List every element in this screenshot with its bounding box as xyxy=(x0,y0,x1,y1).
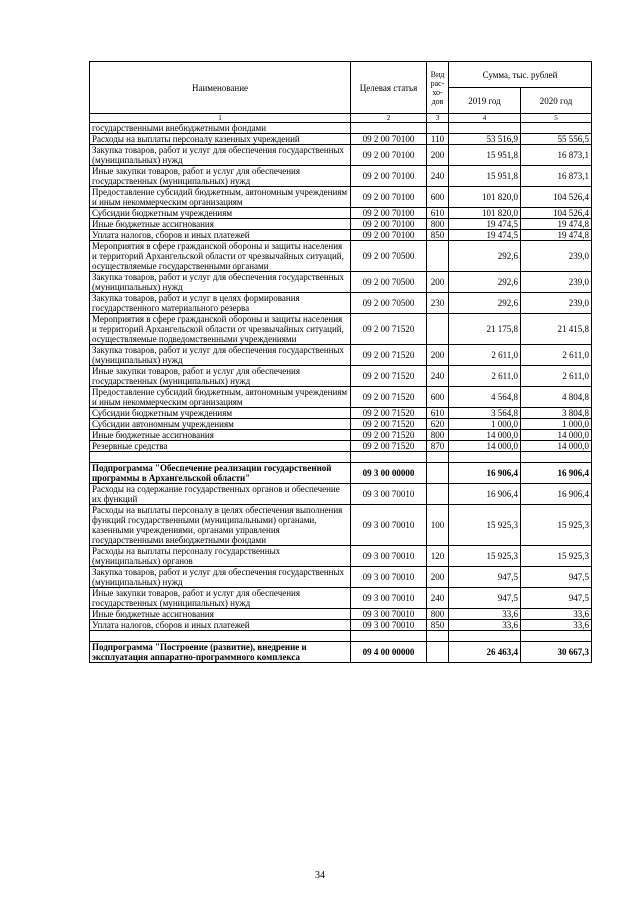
budget-table xyxy=(89,61,592,663)
row-sum-2019: 19 474,5 xyxy=(449,219,521,230)
row-target-code: 09 2 00 71520 xyxy=(351,314,427,345)
row-name: Иные закупки товаров, работ и услуг для обеспечения государственных (муниципальных) нужд xyxy=(90,166,351,187)
row-name: Субсидии автономным учреждениям xyxy=(90,419,351,430)
row-expense-kind xyxy=(427,314,449,345)
table-body xyxy=(90,123,592,663)
row-target-code: 09 2 00 70500 xyxy=(351,272,427,293)
row-name: Расходы на выплаты персоналу казенных учреждений xyxy=(90,134,351,145)
row-target-code: 09 3 00 70010 xyxy=(351,588,427,609)
table-row xyxy=(90,293,592,314)
row-sum-2019: 2 611,0 xyxy=(449,345,521,366)
row-sum-2019: 15 925,3 xyxy=(449,546,521,567)
row-expense-kind: 870 xyxy=(427,441,449,452)
table-row xyxy=(90,272,592,293)
row-target-code: 09 3 00 70010 xyxy=(351,567,427,588)
table-row xyxy=(90,208,592,219)
row-sum-2019 xyxy=(449,452,521,463)
row-target-code: 09 2 00 70100 xyxy=(351,187,427,208)
row-target-code: 09 2 00 70100 xyxy=(351,145,427,166)
row-sum-2019: 33,6 xyxy=(449,620,521,631)
row-sum-2020: 55 556,5 xyxy=(521,134,592,145)
row-sum-2020: 19 474,8 xyxy=(521,219,592,230)
row-sum-2020: 947,5 xyxy=(521,567,592,588)
row-name xyxy=(90,452,351,463)
row-name: Закупка товаров, работ и услуг для обеспечения государственных (муниципальных) нужд xyxy=(90,567,351,588)
row-sum-2019: 292,6 xyxy=(449,241,521,272)
row-expense-kind: 240 xyxy=(427,366,449,387)
row-expense-kind: 600 xyxy=(427,387,449,408)
row-expense-kind: 800 xyxy=(427,609,449,620)
table-row xyxy=(90,345,592,366)
row-sum-2019: 3 564,8 xyxy=(449,408,521,419)
row-target-code: 09 2 00 71520 xyxy=(351,419,427,430)
row-target-code: 09 3 00 70010 xyxy=(351,620,427,631)
row-target-code: 09 4 00 00000 xyxy=(351,642,427,663)
row-target-code: 09 3 00 70010 xyxy=(351,546,427,567)
header-index: 5 xyxy=(521,114,592,123)
row-sum-2019: 19 474,5 xyxy=(449,230,521,241)
row-sum-2020: 16 873,1 xyxy=(521,166,592,187)
row-target-code xyxy=(351,631,427,642)
row-expense-kind xyxy=(427,631,449,642)
row-sum-2020: 947,5 xyxy=(521,588,592,609)
row-target-code: 09 2 00 71520 xyxy=(351,441,427,452)
row-sum-2020: 104 526,4 xyxy=(521,187,592,208)
row-expense-kind: 800 xyxy=(427,430,449,441)
header-kind: Вид рас-хо-дов xyxy=(427,62,449,114)
row-target-code: 09 2 00 71520 xyxy=(351,408,427,419)
row-name: Предоставление субсидий бюджетным, автономным учреждениям и иным некоммерческим организациям xyxy=(90,187,351,208)
row-name: Мероприятия в сфере гражданской обороны и защиты населения и территорий Архангельской области от чрезвычайных ситуаций, осуществляемые подведомственными учреждениями xyxy=(90,314,351,345)
table-row xyxy=(90,484,592,505)
row-target-code: 09 2 00 71520 xyxy=(351,366,427,387)
row-sum-2020: 1 000,0 xyxy=(521,419,592,430)
row-name: Субсидии бюджетным учреждениям xyxy=(90,408,351,419)
row-expense-kind: 230 xyxy=(427,293,449,314)
row-sum-2020: 14 000,0 xyxy=(521,441,592,452)
row-sum-2020: 21 415,8 xyxy=(521,314,592,345)
row-sum-2019: 4 564,8 xyxy=(449,387,521,408)
row-sum-2019: 21 175,8 xyxy=(449,314,521,345)
row-name: Субсидии бюджетным учреждениям xyxy=(90,208,351,219)
row-sum-2019: 1 000,0 xyxy=(449,419,521,430)
row-target-code: 09 3 00 70010 xyxy=(351,505,427,546)
row-expense-kind: 200 xyxy=(427,145,449,166)
table-row xyxy=(90,430,592,441)
table-row xyxy=(90,588,592,609)
row-target-code: 09 3 00 70010 xyxy=(351,609,427,620)
row-name: Расходы на выплаты персоналу государственных (муниципальных) органов xyxy=(90,546,351,567)
table-row xyxy=(90,609,592,620)
table-row xyxy=(90,441,592,452)
row-sum-2020: 15 925,3 xyxy=(521,546,592,567)
row-sum-2019: 26 463,4 xyxy=(449,642,521,663)
row-sum-2019: 15 925,3 xyxy=(449,505,521,546)
row-name: Иные бюджетные ассигнования xyxy=(90,219,351,230)
header-sum: Сумма, тыс. рублей xyxy=(449,62,592,88)
row-sum-2020: 16 873,1 xyxy=(521,145,592,166)
table-row xyxy=(90,187,592,208)
row-sum-2020: 239,0 xyxy=(521,293,592,314)
table-row xyxy=(90,567,592,588)
row-sum-2020: 3 804,8 xyxy=(521,408,592,419)
row-expense-kind xyxy=(427,463,449,484)
table-row xyxy=(90,145,592,166)
header-index: 2 xyxy=(351,114,427,123)
row-target-code: 09 2 00 70100 xyxy=(351,166,427,187)
row-expense-kind xyxy=(427,452,449,463)
row-target-code: 09 2 00 71520 xyxy=(351,387,427,408)
header-index: 3 xyxy=(427,114,449,123)
table-row xyxy=(90,419,592,430)
row-sum-2019: 33,6 xyxy=(449,609,521,620)
table-row-spacer xyxy=(90,631,592,642)
row-name: Подпрограмма "Построение (развитие), внедрение и эксплуатация аппаратно-программного комплекса xyxy=(90,642,351,663)
row-expense-kind xyxy=(427,642,449,663)
row-sum-2020 xyxy=(521,123,592,134)
row-expense-kind: 200 xyxy=(427,272,449,293)
row-sum-2019: 16 906,4 xyxy=(449,484,521,505)
row-sum-2020: 239,0 xyxy=(521,272,592,293)
row-expense-kind: 200 xyxy=(427,567,449,588)
table-row xyxy=(90,463,592,484)
header-target: Целевая статья xyxy=(351,62,427,114)
row-expense-kind: 110 xyxy=(427,134,449,145)
row-sum-2020: 19 474,8 xyxy=(521,230,592,241)
row-name: Иные закупки товаров, работ и услуг для обеспечения государственных (муниципальных) нужд xyxy=(90,366,351,387)
row-expense-kind: 610 xyxy=(427,208,449,219)
row-name: Иные бюджетные ассигнования xyxy=(90,430,351,441)
row-name: Закупка товаров, работ и услуг для обеспечения государственных (муниципальных) нужд xyxy=(90,272,351,293)
row-name: Расходы на выплаты персоналу в целях обеспечения выполнения функций государственными (муниципальными) органами, казенными учреждениями, органами управления государственными внебюджетными фондами xyxy=(90,505,351,546)
header-2020: 2020 год xyxy=(521,88,592,114)
row-sum-2019 xyxy=(449,631,521,642)
row-name: Расходы на содержание государственных органов и обеспечение их функций xyxy=(90,484,351,505)
budget-table-sheet xyxy=(89,61,592,663)
row-sum-2020: 239,0 xyxy=(521,241,592,272)
row-target-code: 09 3 00 70010 xyxy=(351,484,427,505)
row-sum-2020: 33,6 xyxy=(521,620,592,631)
row-sum-2019: 292,6 xyxy=(449,272,521,293)
row-target-code: 09 2 00 71520 xyxy=(351,430,427,441)
table-row xyxy=(90,166,592,187)
row-sum-2020: 104 526,4 xyxy=(521,208,592,219)
row-sum-2019: 101 820,0 xyxy=(449,208,521,219)
row-sum-2019: 16 906,4 xyxy=(449,463,521,484)
row-sum-2019: 947,5 xyxy=(449,567,521,588)
row-expense-kind: 610 xyxy=(427,408,449,419)
header-2019: 2019 год xyxy=(449,88,521,114)
row-sum-2019 xyxy=(449,123,521,134)
row-sum-2020: 14 000,0 xyxy=(521,430,592,441)
row-sum-2019: 15 951,8 xyxy=(449,145,521,166)
row-target-code: 09 2 00 70100 xyxy=(351,230,427,241)
table-row xyxy=(90,546,592,567)
row-name: Предоставление субсидий бюджетным, автономным учреждениям и иным некоммерческим организациям xyxy=(90,387,351,408)
row-name: Подпрограмма "Обеспечение реализации государственной программы в Архангельской области" xyxy=(90,463,351,484)
row-name: Уплата налогов, сборов и иных платежей xyxy=(90,230,351,241)
header-name: Наименование xyxy=(90,62,351,114)
row-target-code: 09 2 00 70100 xyxy=(351,134,427,145)
table-row xyxy=(90,505,592,546)
row-target-code: 09 2 00 71520 xyxy=(351,345,427,366)
row-expense-kind: 200 xyxy=(427,345,449,366)
row-expense-kind xyxy=(427,123,449,134)
row-sum-2019: 15 951,8 xyxy=(449,166,521,187)
row-sum-2019: 2 611,0 xyxy=(449,366,521,387)
row-sum-2019: 14 000,0 xyxy=(449,441,521,452)
table-row xyxy=(90,408,592,419)
row-expense-kind: 600 xyxy=(427,187,449,208)
row-sum-2019: 947,5 xyxy=(449,588,521,609)
row-name: государственными внебюджетными фондами xyxy=(90,123,351,134)
row-name: Закупка товаров, работ и услуг для обеспечения государственных (муниципальных) нужд xyxy=(90,145,351,166)
row-expense-kind: 240 xyxy=(427,166,449,187)
table-row xyxy=(90,241,592,272)
page-number: 34 xyxy=(315,870,325,881)
row-expense-kind: 800 xyxy=(427,219,449,230)
row-expense-kind: 850 xyxy=(427,230,449,241)
row-name: Иные закупки товаров, работ и услуг для обеспечения государственных (муниципальных) нужд xyxy=(90,588,351,609)
row-sum-2020: 4 804,8 xyxy=(521,387,592,408)
table-row xyxy=(90,314,592,345)
row-target-code xyxy=(351,123,427,134)
row-sum-2020 xyxy=(521,631,592,642)
table-row-spacer xyxy=(90,452,592,463)
row-sum-2020: 16 906,4 xyxy=(521,463,592,484)
row-sum-2020: 30 667,3 xyxy=(521,642,592,663)
header-index: 4 xyxy=(449,114,521,123)
row-name: Уплата налогов, сборов и иных платежей xyxy=(90,620,351,631)
row-sum-2019: 292,6 xyxy=(449,293,521,314)
table-row xyxy=(90,387,592,408)
header-index: 1 xyxy=(90,114,351,123)
row-name xyxy=(90,631,351,642)
row-name: Мероприятия в сфере гражданской обороны и защиты населения и территорий Архангельской области от чрезвычайных ситуаций, осуществляемые государственными органами xyxy=(90,241,351,272)
row-target-code: 09 2 00 70500 xyxy=(351,241,427,272)
table-row xyxy=(90,642,592,663)
row-sum-2019: 14 000,0 xyxy=(449,430,521,441)
row-target-code: 09 2 00 70500 xyxy=(351,293,427,314)
row-target-code: 09 2 00 70100 xyxy=(351,208,427,219)
row-name: Закупка товаров, работ и услуг в целях формирования государственного материального резерва xyxy=(90,293,351,314)
row-sum-2020: 33,6 xyxy=(521,609,592,620)
row-sum-2019: 101 820,0 xyxy=(449,187,521,208)
row-expense-kind xyxy=(427,241,449,272)
row-sum-2020: 15 925,3 xyxy=(521,505,592,546)
row-expense-kind: 240 xyxy=(427,588,449,609)
row-sum-2020 xyxy=(521,452,592,463)
row-expense-kind: 100 xyxy=(427,505,449,546)
row-expense-kind: 850 xyxy=(427,620,449,631)
table-row xyxy=(90,230,592,241)
row-name: Резервные средства xyxy=(90,441,351,452)
table-row xyxy=(90,219,592,230)
row-sum-2020: 16 906,4 xyxy=(521,484,592,505)
row-expense-kind: 120 xyxy=(427,546,449,567)
row-expense-kind xyxy=(427,484,449,505)
table-row xyxy=(90,123,592,134)
table-row xyxy=(90,620,592,631)
row-sum-2020: 2 611,0 xyxy=(521,366,592,387)
row-sum-2020: 2 611,0 xyxy=(521,345,592,366)
row-target-code: 09 3 00 00000 xyxy=(351,463,427,484)
row-name: Закупка товаров, работ и услуг для обеспечения государственных (муниципальных) нужд xyxy=(90,345,351,366)
row-target-code xyxy=(351,452,427,463)
row-sum-2019: 53 516,9 xyxy=(449,134,521,145)
row-target-code: 09 2 00 70100 xyxy=(351,219,427,230)
table-row xyxy=(90,366,592,387)
row-name: Иные бюджетные ассигнования xyxy=(90,609,351,620)
row-expense-kind: 620 xyxy=(427,419,449,430)
table-row xyxy=(90,134,592,145)
